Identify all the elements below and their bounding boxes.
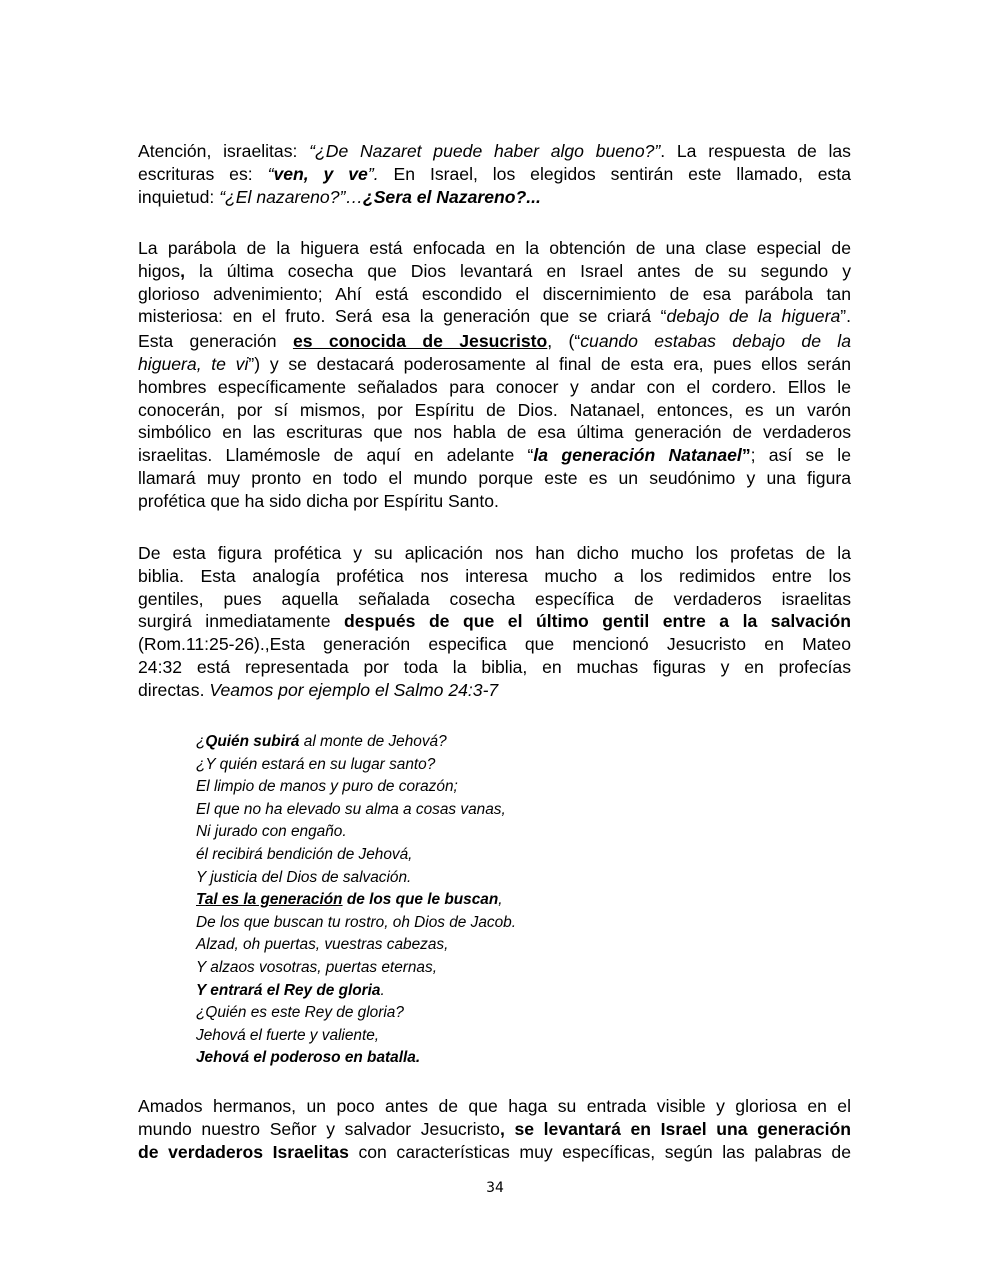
- poem-line: ¿Quién subirá al monte de Jehová?: [196, 733, 447, 750]
- text-line: escrituras es: “ven, y ve”. En Israel, los elegidos sentirán este llamado, esta: [138, 163, 851, 184]
- paragraph-1: [138, 140, 851, 208]
- text-line: conocerán, por sí mismos, por Espíritu de Dios. Natanael, entonces, es un varón: [138, 399, 851, 420]
- text-line: biblia. Esta analogía profética nos interesa mucho a los redimidos entre los: [138, 565, 851, 586]
- poem-line: De los que buscan tu rostro, oh Dios de Jacob.: [196, 913, 516, 931]
- paragraph-4: [138, 1095, 851, 1163]
- poem-line: ¿Quién es este Rey de gloria?: [196, 1004, 404, 1022]
- text-line: glorioso advenimiento; Ahí está escondido el discernimiento de esa parábola tan: [138, 283, 851, 304]
- poem-line: Alzad, oh puertas, vuestras cabezas,: [196, 936, 449, 954]
- poem-line: Y alzaos vosotras, puertas eternas,: [196, 958, 437, 976]
- poem-line: ¿Y quién estará en su lugar santo?: [196, 755, 436, 773]
- text-line: La parábola de la higuera está enfocada en la obtención de una clase especial de: [138, 238, 851, 258]
- text-line: (Rom.11:25-26).,Esta generación especifica que mencionó Jesucristo en Mateo: [138, 634, 851, 655]
- text-line: llamará muy pronto en todo el mundo porque este es un seudónimo y una figura: [138, 467, 851, 488]
- text-line: directas. Veamos por ejemplo el Salmo 24:3-7: [138, 679, 499, 700]
- page-number: 34: [486, 1180, 504, 1196]
- poem-line: El limpio de manos y puro de corazón;: [196, 778, 458, 796]
- text-line: mundo nuestro Señor y salvador Jesucristo, se levantará en Israel una generación: [138, 1118, 851, 1139]
- text-line: Amados hermanos, un poco antes de que haga su entrada visible y gloriosa en el: [138, 1096, 851, 1116]
- poem-line: Y justicia del Dios de salvación.: [196, 868, 412, 886]
- text-line: surgirá inmediatamente después de que el último gentil entre a la salvación: [138, 611, 852, 632]
- text-line: inquietud: “¿El nazareno?”…¿Sera el Nazareno?...: [138, 186, 541, 207]
- text-line: de verdaderos Israelitas con características muy específicas, según las palabras de: [138, 1141, 851, 1162]
- text-line: misteriosa: en el fruto. Será esa la generación que se criará “debajo de la higuera”.: [138, 306, 851, 327]
- text-line: Esta generación es conocida de Jesucristo, (“cuando estabas debajo de la: [138, 331, 851, 352]
- text-line: hombres específicamente señalados para conocer y andar con el cordero. Ellos le: [138, 376, 851, 397]
- poem-line: Tal es la generación de los que le buscan,: [196, 891, 503, 909]
- text-line: israelitas. Llamémosle de aquí en adelante “la generación Natanael”; así se le: [138, 445, 851, 466]
- text-line: Atención, israelitas: “¿De Nazaret puede haber algo bueno?”. La respuesta de las: [138, 141, 851, 161]
- poem-line: Jehová el poderoso en batalla.: [196, 1049, 421, 1067]
- text-line: De esta figura profética y su aplicación nos han dicho mucho los profetas de la: [138, 543, 851, 563]
- text-line: gentiles, pues aquella señalada cosecha específica de verdaderos israelitas: [138, 588, 851, 609]
- poem-line: él recibirá bendición de Jehová,: [196, 845, 413, 863]
- poem-line: El que no ha elevado su alma a cosas vanas,: [196, 800, 506, 818]
- text-line: simbólico en las escrituras que nos habla de esa última generación de verdaderos: [138, 422, 851, 443]
- psalm-quote: [196, 731, 696, 1070]
- text-line: profética que ha sido dicha por Espíritu Santo.: [138, 490, 499, 511]
- paragraph-3: [138, 542, 851, 702]
- paragraph-2: [138, 237, 851, 513]
- poem-line: Ni jurado con engaño.: [196, 823, 347, 841]
- text-line: higuera, te vi”) y se destacará poderosamente al final de esta era, pues ellos serán: [138, 353, 851, 374]
- poem-line: Jehová el fuerte y valiente,: [196, 1026, 380, 1044]
- text-line: higos, la última cosecha que Dios levantará en Israel antes de su segundo y: [138, 260, 851, 281]
- poem-line: Y entrará el Rey de gloria.: [196, 981, 385, 999]
- text-line: 24:32 está representada por toda la biblia, en muchas figuras y en profecías: [138, 656, 851, 677]
